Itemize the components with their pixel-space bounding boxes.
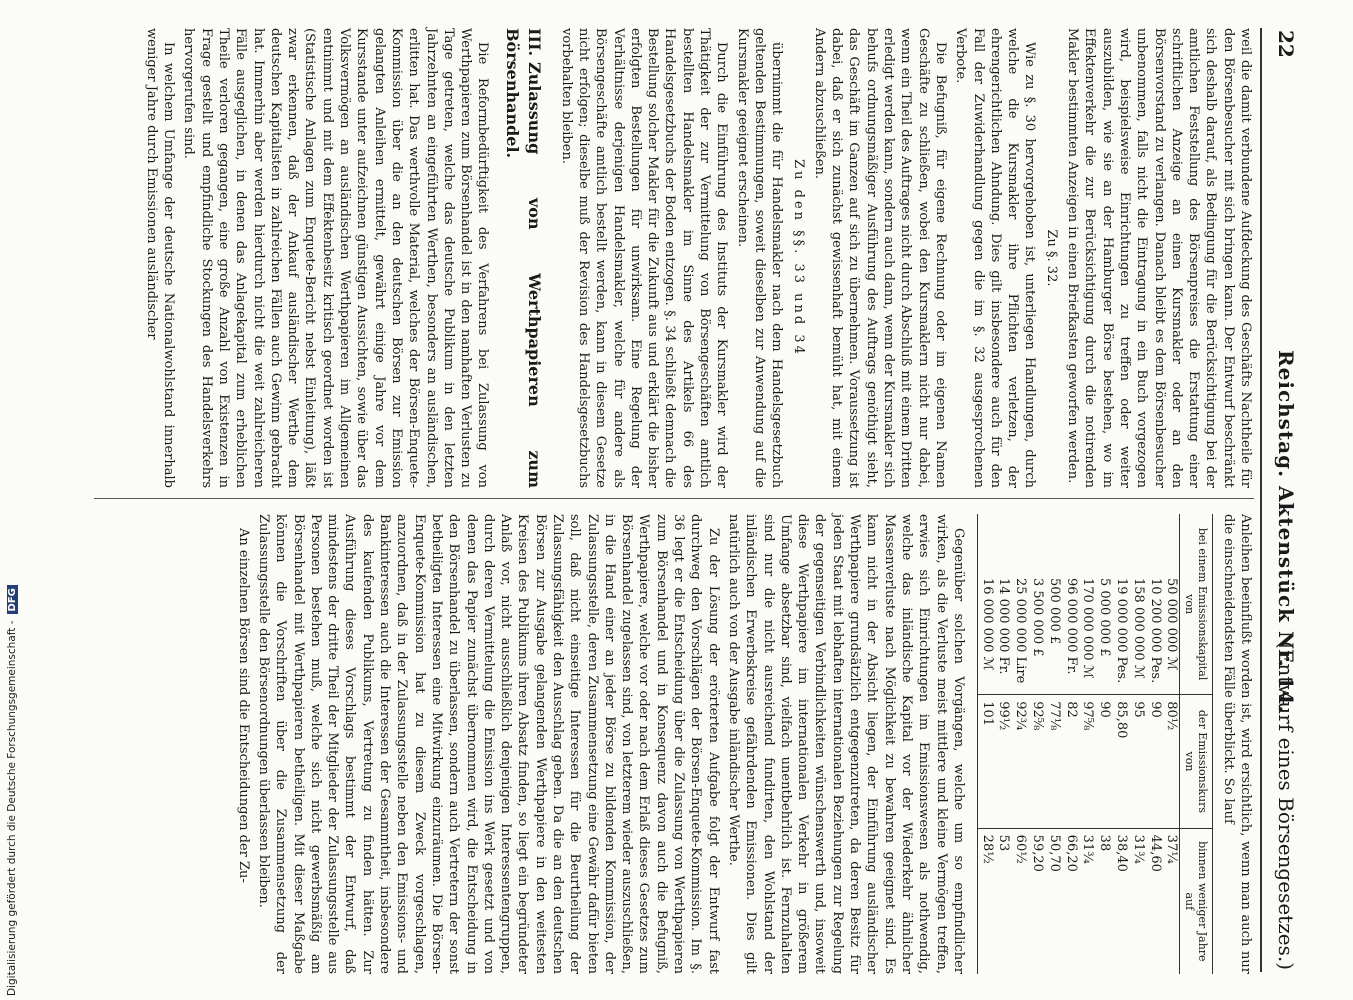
table-cell: 10 200 000 Pes. — [1147, 578, 1163, 684]
table-cell: 59,20 — [1028, 828, 1045, 974]
section-heading-zu-32: Zu §. 32. — [1043, 229, 1059, 287]
paragraph: An einzelnen Börsen sind die Entscheidungen der Zu- — [235, 528, 251, 883]
table-cell: 96 000 000 Fr. — [1063, 578, 1079, 675]
table-row — [1163, 514, 1180, 974]
digitization-footer — [6, 585, 18, 996]
footer-text: Digitalisierung gefördert durch die Deutsche Forschungsgemeinschaft - — [6, 620, 18, 996]
document-page — [86, 20, 1306, 980]
table-cell: 92⅝ — [1028, 695, 1045, 828]
table-cell: 66,20 — [1062, 828, 1079, 974]
table-cell: 50,70 — [1045, 828, 1062, 974]
table-cell: 50 000 000 ℳ — [1164, 578, 1180, 671]
table-cell: 19 000 000 Pes. — [1114, 578, 1130, 684]
column-header: binnen weniger Jahre auf — [1180, 828, 1213, 974]
table-cell: 25 000 000 Lire — [1013, 578, 1029, 684]
table-cell: 90 — [1095, 695, 1112, 828]
table-row — [995, 514, 1012, 974]
table-row — [1011, 514, 1028, 974]
column-header: der Emissionskurs von — [1180, 695, 1213, 828]
table-cell: 53 — [995, 828, 1012, 974]
paragraph: Die Befugniß, für eigene Rechnung oder im eigenen Namen Geschäfte zu schließen, wobei den Kursmaklern nicht nur dabei, wenn ein Theil des Auftrages nicht durch Abschluß mit einem Dritten erledigt werden kann, sondern auch dann, wenn der Kursmakler sich behufs ordnungsmäßiger Ausführung des Auftrags genöthigt sieht, das Geschäft im Ganzen auf sich zu übernehmen. Voraussetzung ist dabei, daß er sich zunächst gewissenhaft bemüht hat, mit einem Andern abzuschließen. — [811, 28, 948, 488]
table-cell: 101 — [977, 695, 994, 828]
table-cell: 170 000 000 ℳ — [1080, 578, 1096, 679]
table-body — [977, 514, 1180, 974]
table-row — [1129, 514, 1146, 974]
table-cell: 82 — [1062, 695, 1079, 828]
table-cell: 99½ — [995, 695, 1012, 828]
table-cell: 37¼ — [1163, 828, 1180, 974]
table-cell: 92¾ — [1011, 695, 1028, 828]
table-cell: 14 000 000 Fr. — [996, 578, 1012, 675]
table-row — [1095, 514, 1112, 974]
table-row — [1028, 514, 1045, 974]
section-title: Zulassung von Werthpapieren zum Börsenhandel. — [503, 28, 545, 488]
table-row — [1079, 514, 1096, 974]
section-number: III. — [525, 28, 545, 57]
page-header — [1266, 30, 1298, 970]
table-cell: 38 — [1095, 828, 1112, 974]
paragraph: Anleihen beeinflußt worden ist, wird ersichtlich, wenn man auch nur die einschneidendsten Fälle überblickt. So lauf — [1220, 514, 1253, 974]
paragraph: übernimmt die für Handelsmakler nach dem Handelsgesetzbuch geltenden Bestimmungen, soweit dieselben zur Anwendung auf die Kursmakler geeignet erscheinen. — [734, 28, 785, 488]
table-row — [1045, 514, 1062, 974]
paragraph: In welchem Umfange der deutsche Nationalwohlstand innerhalb weniger Jahre durch Emissionen ausländischer — [143, 28, 177, 488]
table-cell: 28½ — [977, 828, 994, 974]
document-subtitle: (Entwurf eines Börsengesetzes.) — [1274, 640, 1298, 970]
right-column — [231, 514, 1254, 974]
paragraph: Die Reformbedürftigkeit des Verfahrens bei Zulassung von Werthpapieren zum Börsenhandel ist in den namhaften Verlusten zu Tage getreten, welche das deutsche Publikum in den letzten Jahrzehnten an eingeführten Werthen, besonders an ausländischen, erlitten hat. Das werthvolle Material, welches der Börsen-Enquete-Kommission über die an den deutschen Börsen zur Emission gelangten Anleihen ermittelt, gewährt einige Jahre vor dem Kursstande unter aufzeichnen günstigen Aussichten, sowie über das Volksvermögen an ausländischen Werthpapieren im Allgemeinen entnimmt und mit dem Effektenbesitz kritisch geordnet worden ist (Statistische Anlagen zum Enquete-Bericht nebst Einleitung), läßt zwar erkennen, daß der Ankauf ausländischer Werthe dem deutschen Kapitalisten in zahlreichen Fällen auch Gewinn gebracht hat. Immerhin aber werden hierdurch nicht die weit zahlreicheren Fälle ausgeglichen, in denen das Anlagekapital zum erheblichen Theile verloren gegangen, eine große Anzahl von Existenzen in Frage gestellt und empfindliche Stockungen des Handelsverkehrs hervorgerufen sind. — [181, 28, 491, 488]
table-cell: 38,40 — [1112, 828, 1129, 974]
table-cell: 97⅝ — [1079, 695, 1096, 828]
section-heading-iii — [501, 28, 545, 488]
table-cell: 16 000 000 ℳ — [977, 514, 994, 695]
paragraph: weil die damit verbundene Aufdeckung des Geschäfts Nachtheile für den Börsenbesucher mit sich bringen kann. Der Entwurf beschränkt sich deshalb darauf, als Bedingung für die Berücksichtigung bei der amtlichen Feststellung des Börsenpreises die Erstattung einer schriftlichen Anzeige an einen Kursmakler oder an den Börsenvorstand zu verlangen. Danach bleibt es dem Börsenbesucher unbenommen, falls nicht die Eintragung in ein Buch vorgezogen wird, beispielsweise Einrichtungen zu treffen oder weiter auszubilden, wie sie an der Hamburger Börse bestehen, wo im Effektenverkehr die zur Berücksichtigung durch die notirenden Makler bestimmten Anzeigen in einen Briefkasten geworfen werden. — [1065, 28, 1253, 488]
table-row — [977, 514, 994, 974]
table-cell: 60½ — [1011, 828, 1028, 974]
column-header: bei einem Emissionskapital von — [1180, 514, 1213, 695]
page-title: Reichstag. Aktenstück Nr. 14. — [1274, 350, 1298, 714]
table-header-row — [1180, 514, 1213, 974]
table-row — [1112, 514, 1129, 974]
table-cell: 90 — [1146, 695, 1163, 828]
table-row — [1062, 514, 1079, 974]
table-cell: 31¾ — [1129, 828, 1146, 974]
table-cell: 500 000 £ — [1046, 578, 1062, 645]
paragraph: Durch die Einführung des Instituts der Kursmakler wird der Thätigkeit der zur Vermittelung von Börsengeschäften amtlich bestellten Handelsmakler im Sinne des Artikels 66 des Handelsgesetzbuchs der Boden entzogen. §. 34 schließt demnach die Bestellung solcher Makler für die Zukunft aus und erklärt die bisher erfolgten Bestellungen für unwirksam. Eine Regelung der Verhältnisse derjenigen Handelsmakler, welche für andere als Börsengeschäfte amtlich bestellt werden, kann in diesem Gesetze nicht erfolgen; dieselbe muß der Revision des Handelsgesetzbuchs vorbehalten bleiben. — [558, 28, 730, 488]
table-cell: 80½ — [1163, 695, 1180, 828]
column-divider — [94, 498, 1254, 499]
table-cell: 158 000 000 ℳ — [1130, 578, 1146, 679]
table-cell: 44,60 — [1146, 828, 1163, 974]
table-cell: 5 000 000 £ — [1097, 578, 1113, 657]
table-cell: 95 — [1129, 695, 1146, 828]
section-heading-zu-33-34: Zu den §§. 33 und 34 — [790, 159, 806, 357]
dfg-logo: DFG — [7, 585, 18, 614]
table-row — [1146, 514, 1163, 974]
left-column — [139, 28, 1254, 488]
table-cell: 31¾ — [1079, 828, 1096, 974]
header-rule — [1260, 28, 1262, 972]
table-cell: 85,80 — [1112, 695, 1129, 828]
table-cell: 3 500 000 £ — [1030, 578, 1046, 657]
page-number: 22 — [1274, 30, 1298, 58]
paragraph: Zu der Lösung der erörterten Aufgabe folgt der Entwurf fast durchweg den Vorschlägen der Börsen-Enquete-Kommission. Im §. 36 legt er die Entscheidung über die Zulassung von Werthpapieren zum Börsenhandel und in Konsequenz davon auch die Befugniß, Werthpapiere, welche vor oder nach dem Erlaß dieses Gesetzes zum Börsenhandel zugelassen sind, von letzterem wieder auszuschließen, in die Hand einer an jeder Börse zu bildenden Kommission, der Zulassungsstelle, deren Zusammensetzung eine Gewähr dafür bieten soll, daß nicht einseitige Interessen für die Beurtheilung der Zulassungsfähigkeit den Ausschlag geben. Da die an den deutschen Börsen zur Ausgabe gelangenden Werthpapiere in den weitesten Kreisen des Publikums ihren Absatz finden, so liegt ein begründeter Anlaß vor, nicht ausschließlich denjenigen Interessentengruppen, durch deren Vermittelung die Emission ins Werk gesetzt und von denen das Papier zunächst übernommen wird, die Entscheidung in den Börsenhandel zu überlassen, sondern auch Vertretern der sonst betheiligten Interessen eine Mitwirkung einzuräumen. Die Börsen-Enquete-Kommission hat zu diesem Zweck vorgeschlagen, anzuordnen, daß in der Zulassungsstelle neben den Emissions- und Bankinteressen auch die Interessen der Gesammtheit, insbesondere des kaufenden Publikums, Vertretung zu finden hätten. Zur Ausführung dieses Vorschlags bestimmt der Entwurf, daß mindestens der dritte Theil der Mitglieder der Zulassungsstelle aus Personen bestehen muß, welche sich nicht gewerbsmäßig am Börsenhandel mit Werthpapieren betheiligen. Mit dieser Maßgabe können die Vorschriften über die Zusammensetzung der Zulassungsstelle den Börsenordnungen überlassen bleiben. — [255, 514, 721, 974]
paragraph: Wie zu §. 30 hervorgehoben ist, unterliegen Handlungen, durch welche die Kursmakler ihre Pflichten verletzen, der ehrengerichtlichen Ahndung. Dies gilt insbesondere auch für den Fall der Zuwiderhandlung gegen die im §. 32 ausgesprochenen Verbote. — [953, 28, 1038, 488]
table-cell: 77⅛ — [1045, 695, 1062, 828]
paragraph: Gegenüber solchen Vorgängen, welche um so empfindlicher wirken, als die Verluste meist mittlere und kleine Vermögen treffen, erwies sich Einrichtungen im Emissionswesen als nothwendig, welche das inländische Kapital vor der Wiederkehr ähnlicher Massenverluste nach Möglichkeit zu bewahren geeignet sind. Es kann nicht in der Absicht liegen, der Einführung ausländischer Werthpapiere grundsätzlich entgegenzutreten, da deren Besitz für jeden Staat mit lebhaften internationalen Beziehungen zur Regelung der gegenseitigen Verbindlichkeiten wünschenswerth und, insoweit diese Werthpapiere im internationalen Verkehr in größerem Umfange absetzbar sind, vielfach unentbehrlich ist. Fernzuhalten sind nur die nicht ausreichend fundirten, den Wohlstand der inländischen Erwerbskreise gefährdenden Emissionen. Dies gilt natürlich auch von der Ausgabe inländischer Werthe. — [725, 514, 966, 974]
emission-table — [977, 514, 1214, 974]
